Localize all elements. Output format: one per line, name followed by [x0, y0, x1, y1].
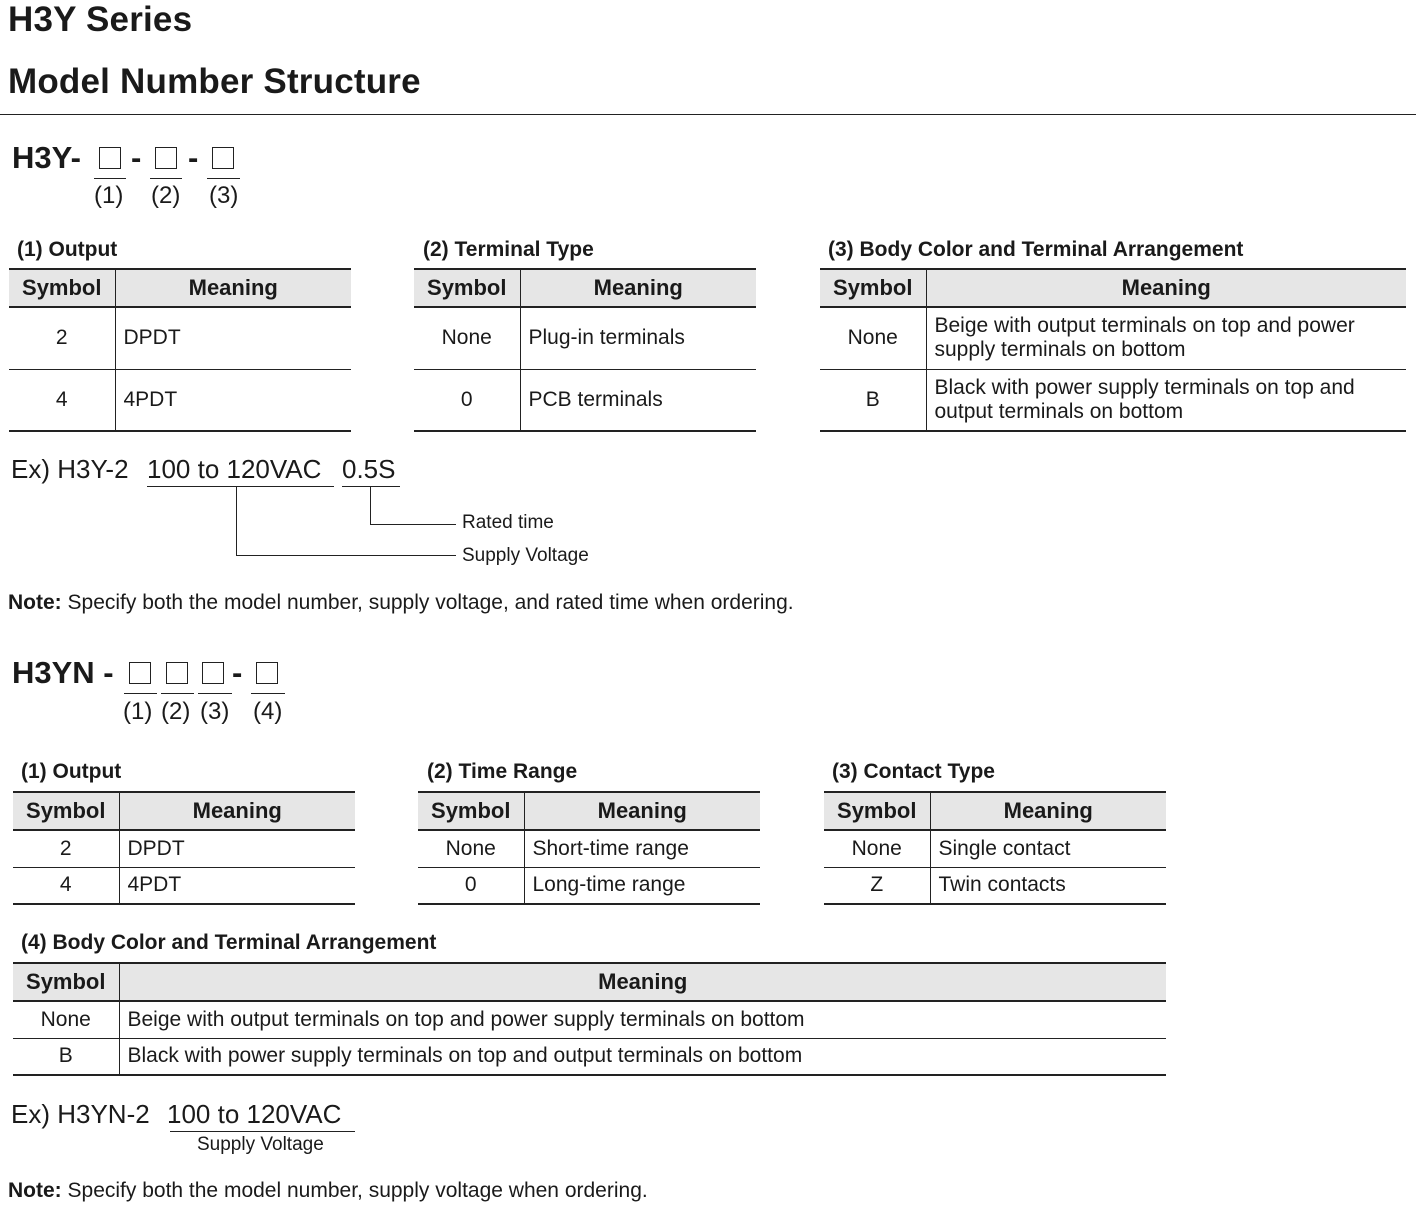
col-header-symbol: Symbol [418, 792, 524, 830]
table-row [414, 369, 756, 431]
placeholder-box-1 [129, 662, 151, 684]
symbol-cell: 4 [13, 867, 119, 904]
meaning-cell: Black with power supply terminals on top and output terminals on bottom [119, 1038, 1166, 1075]
table-row [820, 307, 1406, 369]
note-label: Note: [8, 1179, 62, 1202]
voltage-underline [147, 486, 334, 487]
underline [198, 693, 232, 694]
table-row [9, 369, 351, 431]
placeholder-box-1 [99, 147, 121, 169]
col-header-meaning: Meaning [115, 269, 351, 307]
placeholder-box-2 [155, 147, 177, 169]
h3y-terminal-title: (2) Terminal Type [423, 238, 594, 261]
h3y-body-title: (3) Body Color and Terminal Arrangement [828, 238, 1244, 261]
underline [207, 178, 240, 179]
section-title: Model Number Structure [8, 62, 421, 101]
col-header-symbol: Symbol [824, 792, 930, 830]
underline [94, 178, 126, 179]
table-row [13, 830, 355, 867]
placeholder-box-3 [202, 662, 224, 684]
rated-time-label: Rated time [462, 512, 554, 533]
symbol-cell: None [414, 307, 520, 369]
table-row [824, 867, 1166, 904]
symbol-cell: 0 [418, 867, 524, 904]
placeholder-box-4 [256, 662, 278, 684]
h3y-output-table [9, 268, 351, 432]
table-row [13, 1001, 1166, 1038]
table-row [9, 307, 351, 369]
col-header-symbol: Symbol [13, 963, 119, 1001]
example-prefix: Ex) H3YN-2 [11, 1099, 150, 1129]
meaning-cell: Long-time range [524, 867, 760, 904]
symbol-cell: B [820, 369, 926, 431]
h3yn-contact-title: (3) Contact Type [832, 760, 995, 783]
supply-voltage-label: Supply Voltage [197, 1134, 324, 1155]
underline [161, 693, 194, 694]
title-divider [0, 114, 1416, 115]
note-text: Specify both the model number, supply voltage when ordering. [67, 1179, 648, 1202]
table-row [418, 830, 760, 867]
h3yn-body-title: (4) Body Color and Terminal Arrangement [21, 931, 437, 954]
index-label-1: (1) [94, 182, 124, 209]
example-voltage: 100 to 120VAC [167, 1099, 342, 1129]
index-label-3: (3) [200, 698, 230, 725]
col-header-symbol: Symbol [414, 269, 520, 307]
h3yn-note [8, 1179, 648, 1203]
symbol-cell: 0 [414, 369, 520, 431]
example-time: 0.5S [342, 454, 396, 484]
meaning-cell: Beige with output terminals on top and power supply terminals on bottom [119, 1001, 1166, 1038]
example-voltage: 100 to 120VAC [147, 454, 322, 484]
supply-voltage-label: Supply Voltage [462, 545, 589, 566]
leader-line [236, 555, 456, 556]
h3y-model-prefix: H3Y- [12, 140, 81, 175]
underline [251, 693, 285, 694]
meaning-cell: Short-time range [524, 830, 760, 867]
h3yn-model-prefix: H3YN - [12, 655, 114, 690]
meaning-cell: Beige with output terminals on top and power supply terminals on bottom [926, 307, 1406, 369]
index-label-1: (1) [123, 698, 153, 725]
placeholder-box-2 [166, 662, 188, 684]
meaning-cell: 4PDT [119, 867, 355, 904]
index-label-2: (2) [151, 182, 181, 209]
table-row [13, 1038, 1166, 1075]
meaning-cell: Plug-in terminals [520, 307, 756, 369]
table-row [13, 867, 355, 904]
col-header-meaning: Meaning [520, 269, 756, 307]
underline [150, 178, 182, 179]
symbol-cell: 2 [9, 307, 115, 369]
h3yn-body-table [13, 962, 1166, 1076]
h3y-output-title: (1) Output [17, 238, 118, 261]
col-header-meaning: Meaning [119, 963, 1166, 1001]
note-text: Specify both the model number, supply voltage, and rated time when ordering. [67, 591, 794, 614]
h3yn-time-range-table [418, 791, 760, 905]
meaning-cell: PCB terminals [520, 369, 756, 431]
table-row [414, 307, 756, 369]
meaning-cell: DPDT [115, 307, 351, 369]
meaning-cell: Twin contacts [930, 867, 1166, 904]
symbol-cell: None [820, 307, 926, 369]
h3y-terminal-table [414, 268, 756, 432]
table-row [820, 369, 1406, 431]
col-header-symbol: Symbol [9, 269, 115, 307]
table-row [418, 867, 760, 904]
h3yn-time-range-title: (2) Time Range [427, 760, 578, 783]
h3yn-contact-table [824, 791, 1166, 905]
index-label-4: (4) [253, 698, 283, 725]
meaning-cell: Single contact [930, 830, 1166, 867]
dash: - [131, 140, 142, 175]
voltage-underline [170, 1131, 355, 1132]
dash: - [232, 655, 243, 690]
note-label: Note: [8, 591, 62, 614]
time-underline [342, 486, 400, 487]
example-prefix: Ex) H3Y-2 [11, 454, 129, 484]
col-header-symbol: Symbol [820, 269, 926, 307]
symbol-cell: None [13, 1001, 119, 1038]
symbol-cell: 4 [9, 369, 115, 431]
dash: - [188, 140, 199, 175]
symbol-cell: None [824, 830, 930, 867]
h3yn-output-table [13, 791, 355, 905]
series-title: H3Y Series [8, 0, 193, 39]
meaning-cell: 4PDT [115, 369, 351, 431]
col-header-meaning: Meaning [119, 792, 355, 830]
index-label-3: (3) [209, 182, 239, 209]
leader-line [370, 524, 456, 525]
symbol-cell: None [418, 830, 524, 867]
col-header-meaning: Meaning [524, 792, 760, 830]
meaning-cell: DPDT [119, 830, 355, 867]
col-header-meaning: Meaning [930, 792, 1166, 830]
leader-line [370, 487, 371, 525]
col-header-meaning: Meaning [926, 269, 1406, 307]
leader-line [236, 487, 237, 556]
col-header-symbol: Symbol [13, 792, 119, 830]
underline [124, 693, 157, 694]
symbol-cell: 2 [13, 830, 119, 867]
symbol-cell: B [13, 1038, 119, 1075]
h3yn-output-title: (1) Output [21, 760, 122, 783]
h3y-note [8, 591, 794, 615]
h3y-body-table [820, 268, 1406, 432]
placeholder-box-3 [212, 147, 234, 169]
table-row [824, 830, 1166, 867]
meaning-cell: Black with power supply terminals on top and output terminals on bottom [926, 369, 1406, 431]
index-label-2: (2) [161, 698, 191, 725]
symbol-cell: Z [824, 867, 930, 904]
